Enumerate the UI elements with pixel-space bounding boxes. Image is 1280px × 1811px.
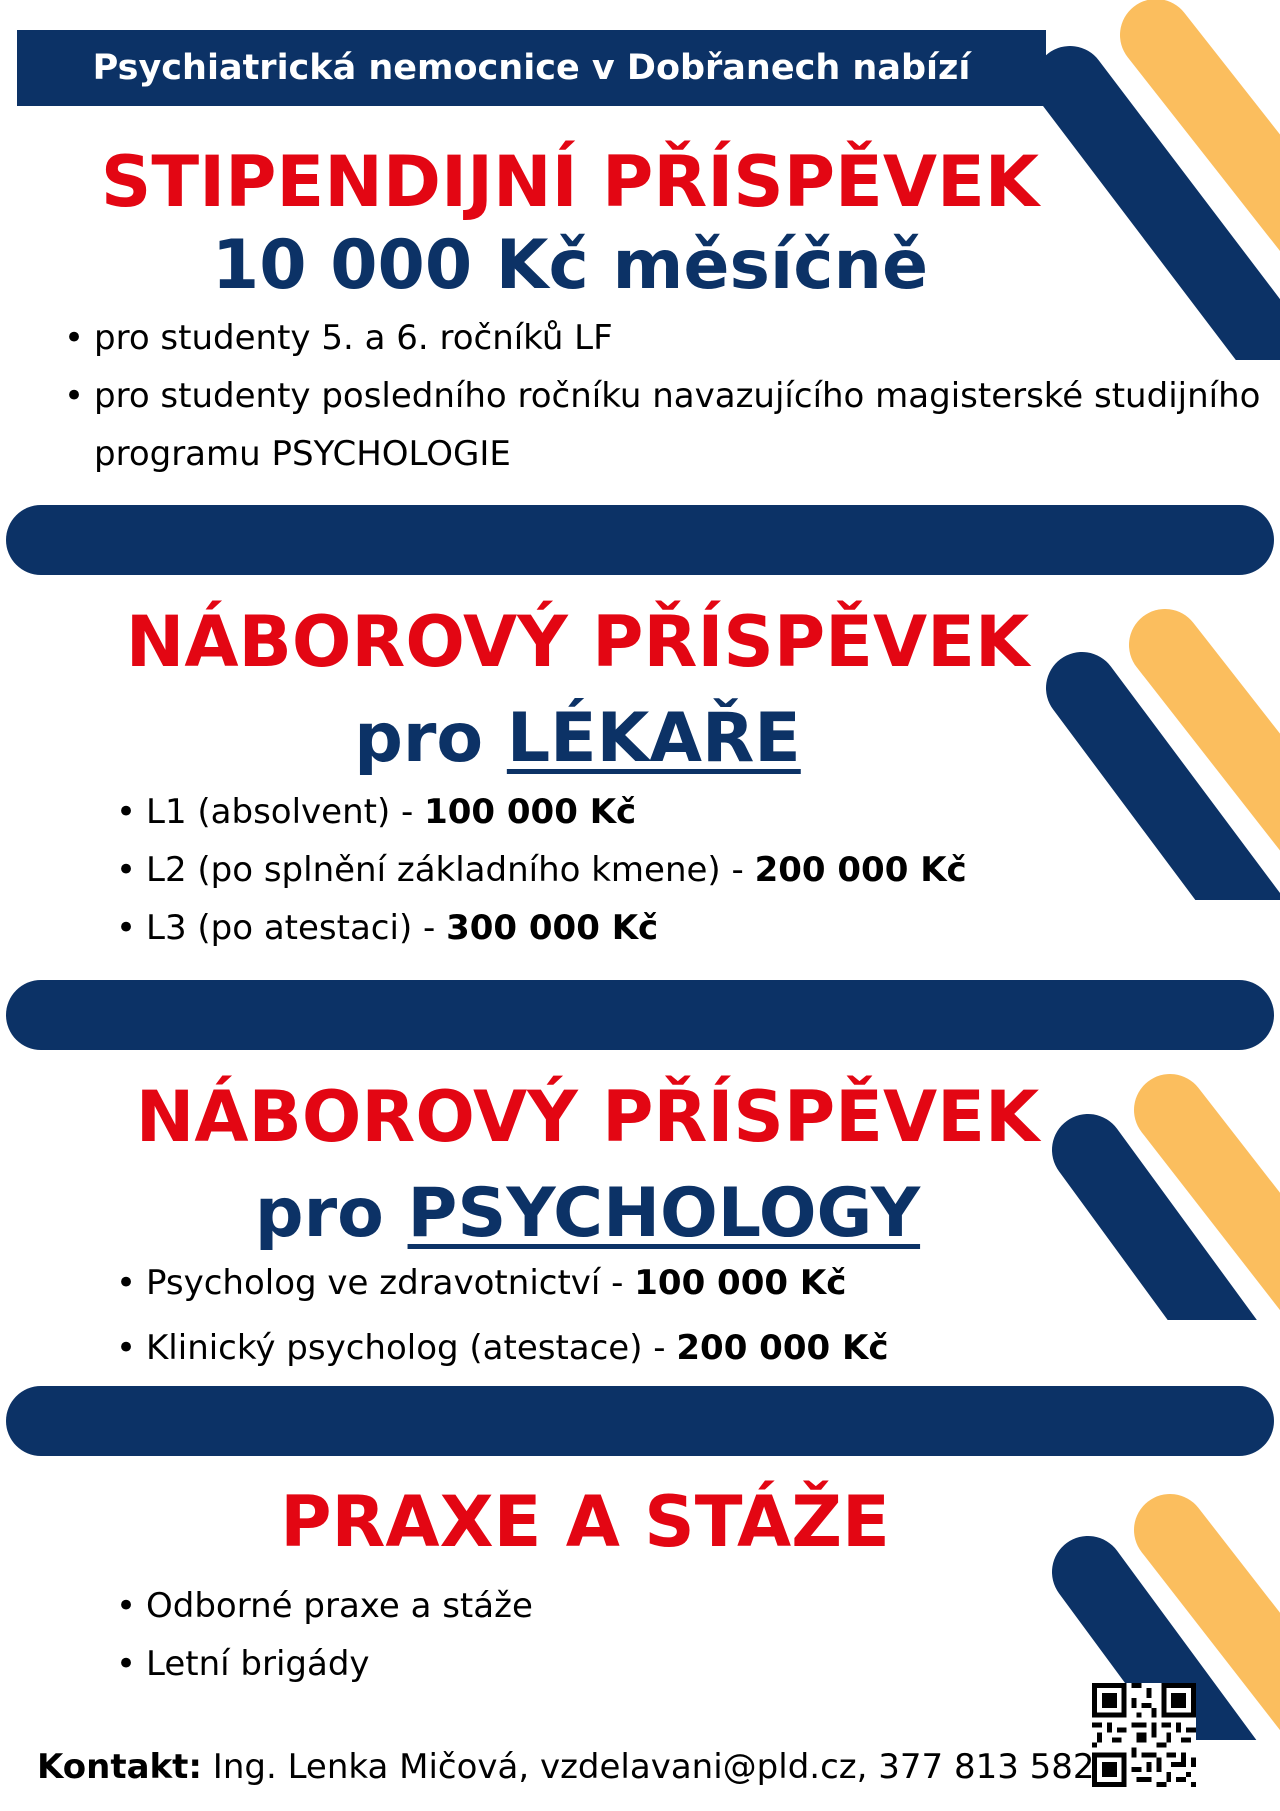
doctors-subtitle [40, 698, 1115, 780]
psychologists-target: PSYCHOLOGY [407, 1174, 921, 1253]
header-title: Psychiatrická nemocnice v Dobřanech nabízí [92, 48, 971, 88]
practice-title: PRAXE A STÁŽE [280, 1481, 890, 1563]
doctors-target: LÉKAŘE [506, 699, 801, 778]
doctors-prefix: pro [354, 699, 484, 778]
list-item: • Letní brigády [116, 1644, 370, 1684]
contact-details[interactable]: Ing. Lenka Mičová, vzdelavani@pld.cz, 377 813 582 [212, 1747, 1095, 1787]
list-item: • L3 (po atestaci) - 300 000 Kč [116, 908, 659, 948]
stipend-amount: 10 000 Kč měsíčně [211, 226, 929, 305]
section-divider [6, 1386, 1274, 1456]
list-item-continuation: programu PSYCHOLOGIE [94, 434, 511, 474]
qr-code-icon[interactable] [1092, 1683, 1196, 1787]
section-divider [6, 505, 1274, 575]
psychologists-subtitle [40, 1173, 1135, 1255]
list-item: • L2 (po splnění základního kmene) - 200 000 Kč [116, 850, 967, 890]
psychologists-title: NÁBOROVÝ PŘÍSPĚVEK [135, 1076, 1040, 1158]
list-item: • Klinický psycholog (atestace) - 200 000 Kč [116, 1328, 889, 1368]
list-item: • Psycholog ve zdravotnictví - 100 000 Kč [116, 1263, 847, 1303]
section-divider [6, 980, 1274, 1050]
list-item: • L1 (absolvent) - 100 000 Kč [116, 792, 637, 832]
contact-label: Kontakt: [37, 1747, 202, 1787]
stipend-title: STIPENDIJNÍ PŘÍSPĚVEK [100, 141, 1040, 223]
list-item: • pro studenty posledního ročníku navazujícího magisterské studijního [64, 376, 1261, 416]
list-item: • pro studenty 5. a 6. ročníků LF [64, 318, 613, 358]
psychologists-prefix: pro [254, 1174, 384, 1253]
doctors-title: NÁBOROVÝ PŘÍSPĚVEK [125, 601, 1030, 683]
list-item: • Odborné praxe a stáže [116, 1586, 533, 1626]
contact-line [37, 1747, 1095, 1787]
